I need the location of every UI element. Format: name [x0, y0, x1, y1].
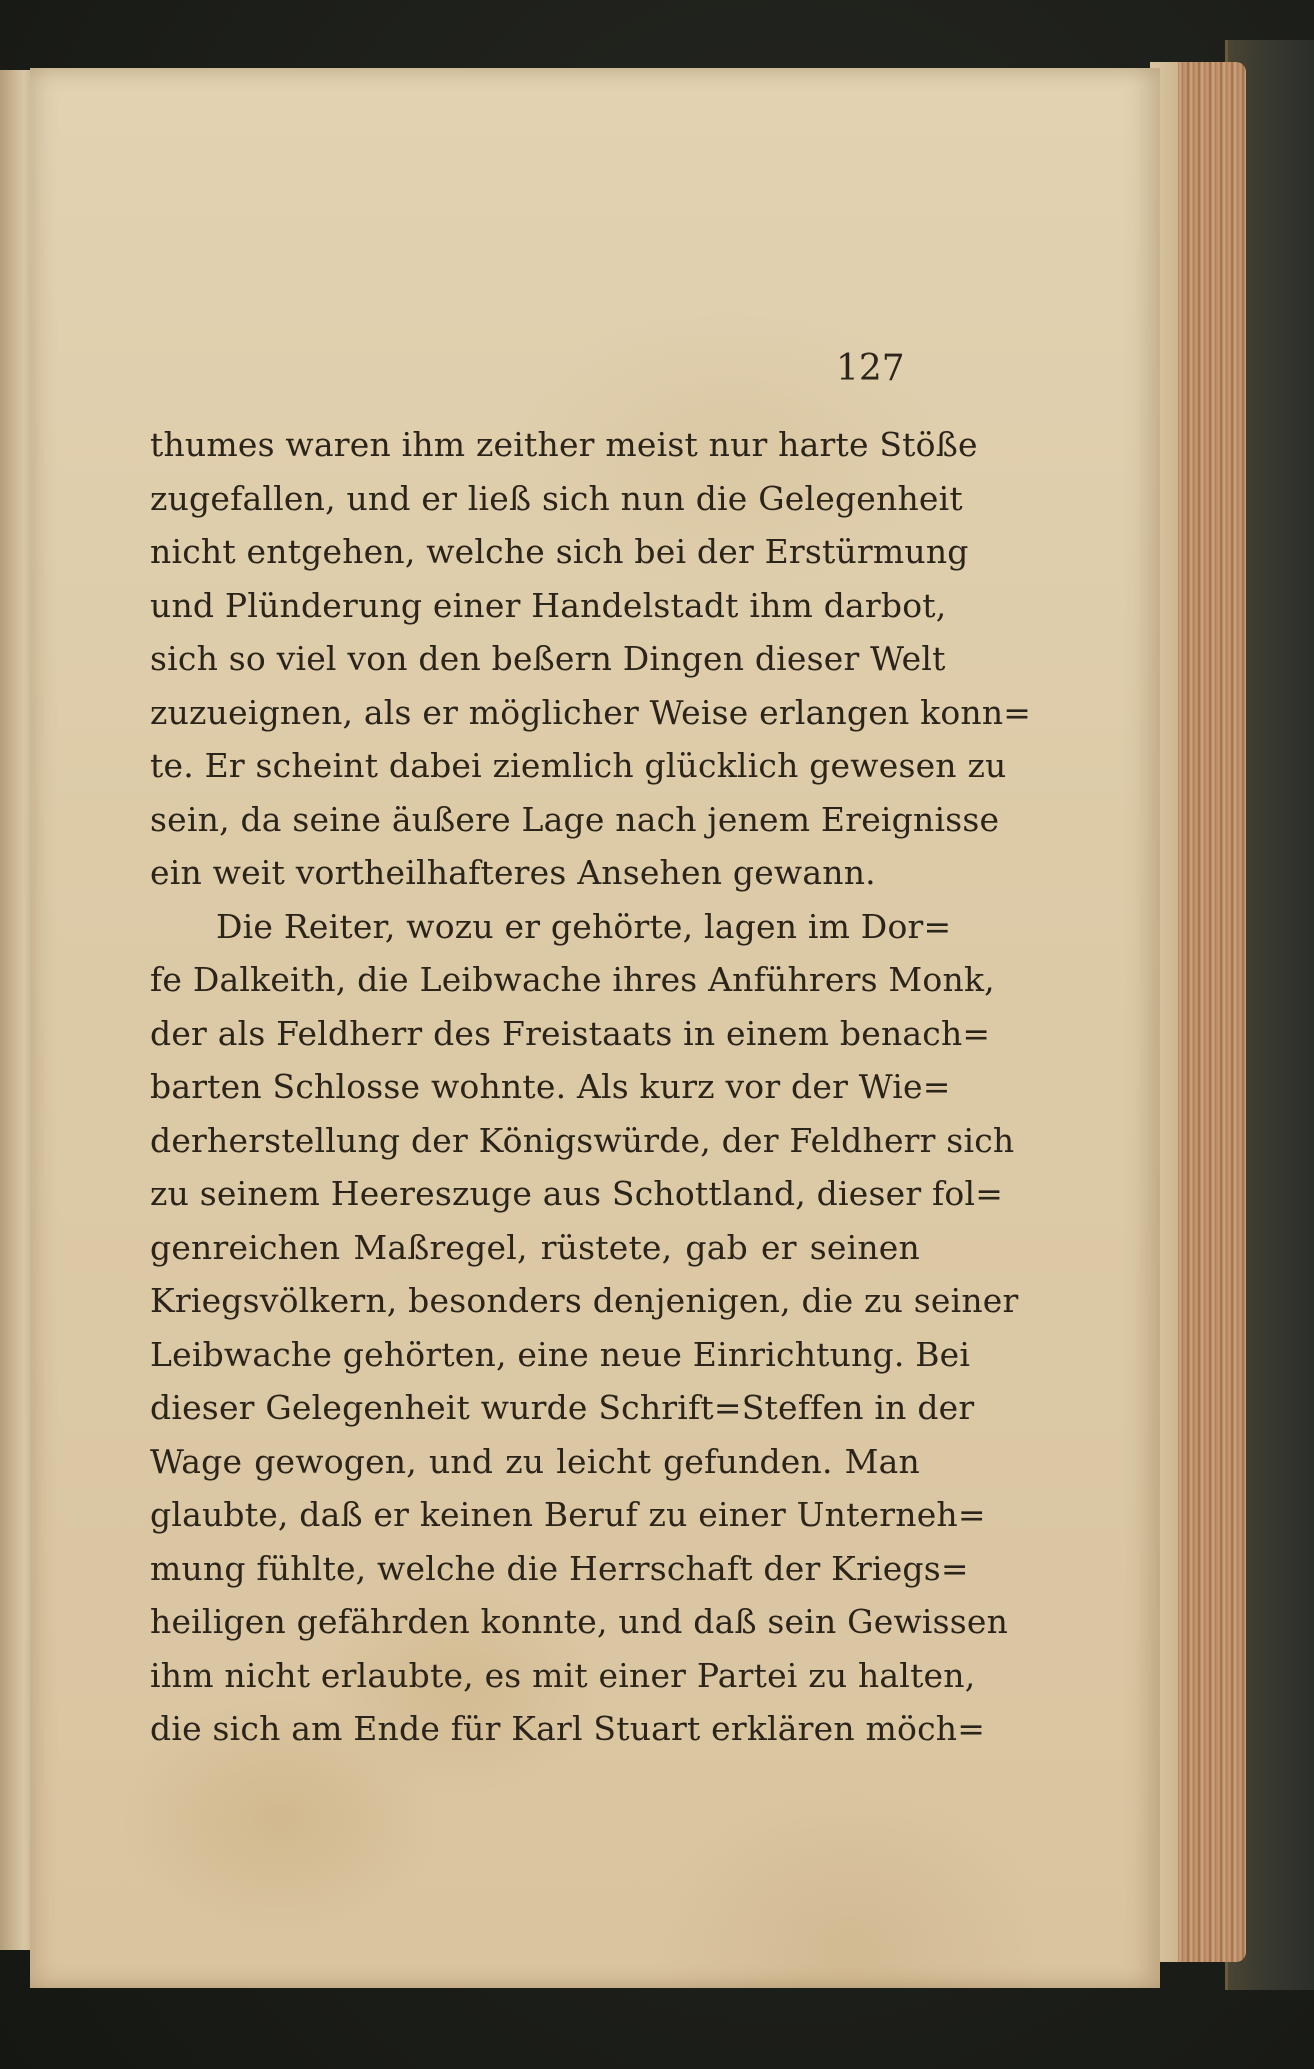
- page-number: 127: [836, 348, 905, 389]
- text-line: fe Dalkeith, die Leibwache ihres Anführers Monk,: [150, 960, 995, 999]
- text-line: Wage gewogen, und zu leicht gefunden. Man: [150, 1441, 920, 1481]
- text-line: zuzueignen, als er möglicher Weise erlangen konn=: [150, 692, 1032, 732]
- text-line: genreichen Maßregel, rüstete, gab er seinen: [150, 1227, 920, 1267]
- text-line: heiligen gefährden konnte, und daß sein Gewissen: [150, 1602, 1009, 1641]
- body-text: [150, 418, 1032, 1756]
- text-line: thumes waren ihm zeither meist nur harte Stöße: [150, 425, 978, 464]
- text-line: ein weit vortheilhafteres Ansehen gewann.: [150, 853, 876, 892]
- text-line: zu seinem Heereszuge aus Schottland, dieser fol=: [150, 1174, 1004, 1213]
- text-line: Leibwache gehörten, eine neue Einrichtung. Bei: [150, 1334, 971, 1374]
- text-line: barten Schlosse wohnte. Als kurz vor der Wie=: [150, 1067, 951, 1106]
- text-line: glaubte, daß er keinen Beruf zu einer Unterneh=: [150, 1495, 986, 1534]
- text-line: sich so viel von den beßern Dingen dieser Welt: [150, 639, 946, 678]
- text-line: der als Feldherr des Freistaats in einem benach=: [150, 1013, 991, 1053]
- text-line: und Plünderung einer Handelstadt ihm darbot,: [150, 585, 947, 625]
- text-line: nicht entgehen, welche sich bei der Erstürmung: [150, 532, 969, 571]
- text-line: Die Reiter, wozu er gehörte, lagen im Dor=: [216, 906, 952, 946]
- text-line: dieser Gelegenheit wurde Schrift=Steffen in der: [150, 1388, 975, 1427]
- text-line: derherstellung der Königswürde, der Feldherr sich: [150, 1120, 1015, 1160]
- text-line: te. Er scheint dabei ziemlich glücklich gewesen zu: [150, 746, 1007, 785]
- text-line: zugefallen, und er ließ sich nun die Gelegenheit: [150, 478, 963, 518]
- text-line: sein, da seine äußere Lage nach jenem Ereignisse: [150, 799, 1000, 839]
- text-line: mung fühlte, welche die Herrschaft der Kriegs=: [150, 1548, 969, 1588]
- text-line: ihm nicht erlaubte, es mit einer Partei zu halten,: [150, 1655, 976, 1695]
- book-page: [30, 68, 1160, 1988]
- text-line: die sich am Ende für Karl Stuart erklären möch=: [150, 1709, 986, 1748]
- text-line: Kriegsvölkern, besonders denjenigen, die zu seiner: [150, 1281, 1019, 1320]
